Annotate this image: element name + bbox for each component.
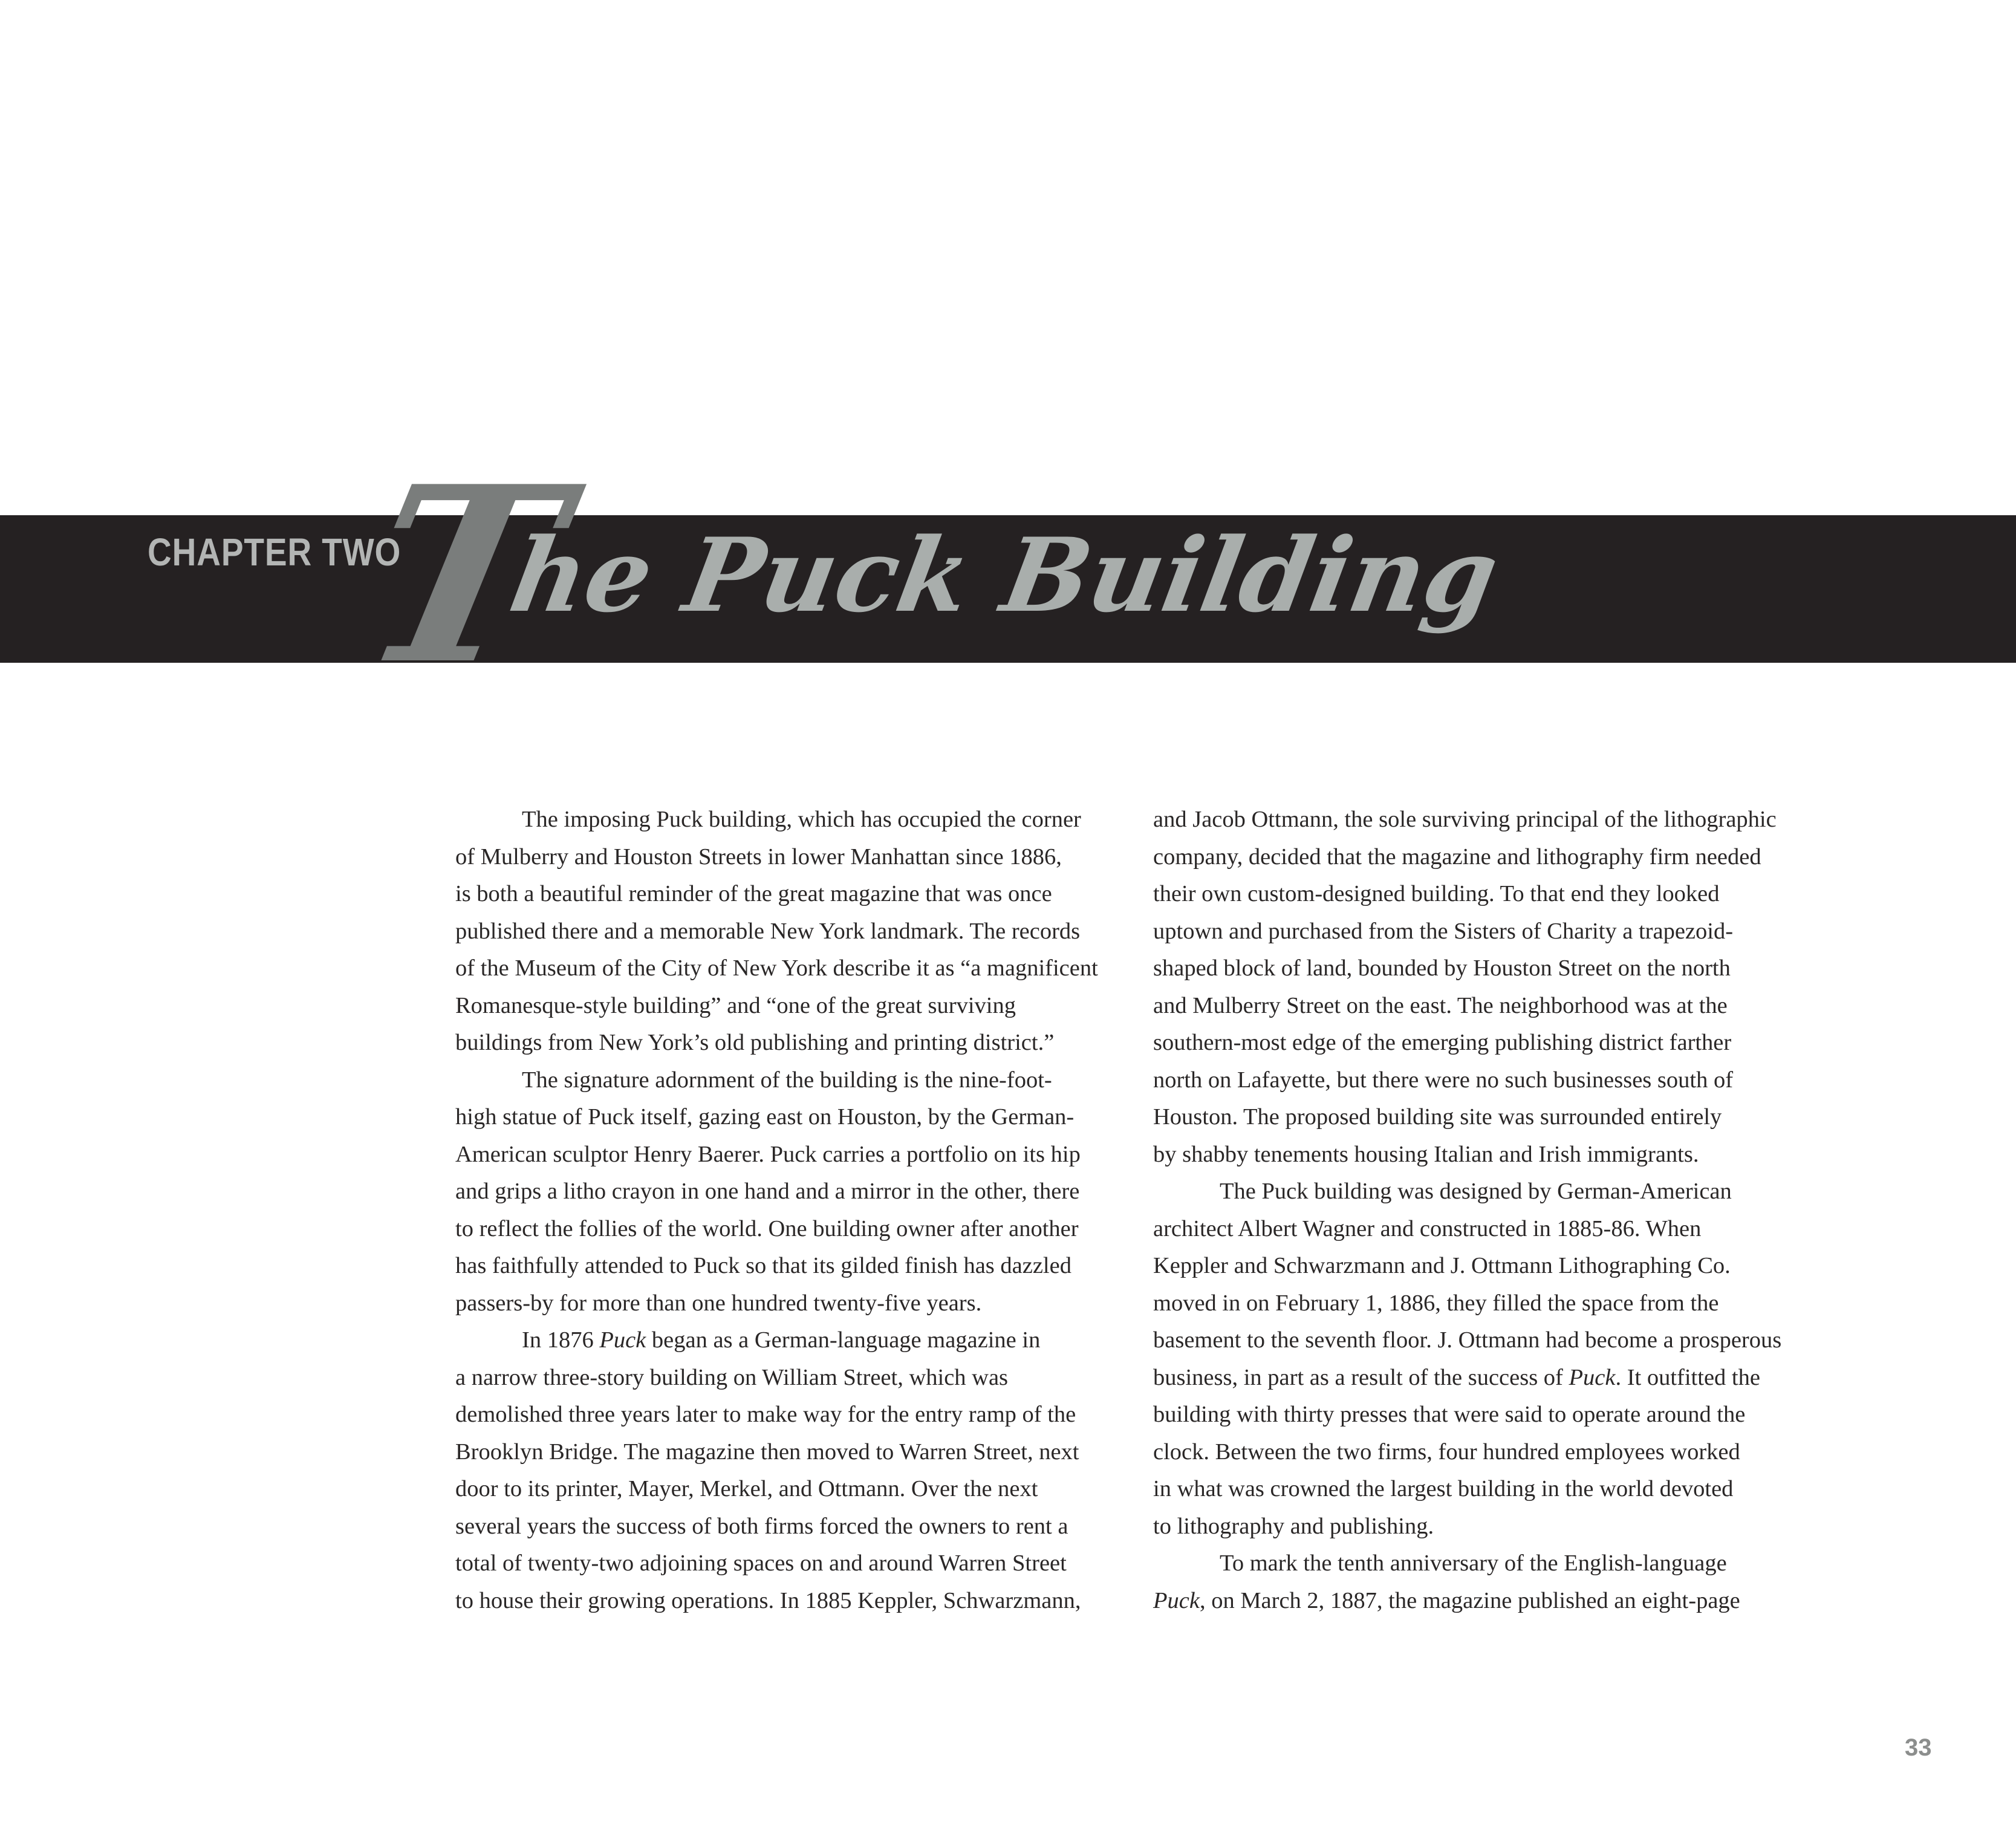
text-line: The Puck building was designed by German-American: [1220, 1179, 1732, 1204]
text-line: Romanesque-style building” and “one of the great surviving: [455, 992, 1016, 1018]
text-line: to reflect the follies of the world. One building owner after another: [455, 1215, 1079, 1241]
body-column-left: [455, 801, 1120, 1619]
text-line: to house their growing operations. In 1885 Keppler, Schwarzmann,: [455, 1587, 1081, 1613]
text-line: and Jacob Ottmann, the sole surviving principal of the lithographic: [1153, 807, 1777, 832]
text-line: shaped block of land, bounded by Houston Street on the north: [1153, 955, 1731, 981]
italic-title: Puck: [1569, 1364, 1616, 1390]
text-line: company, decided that the magazine and lithography firm needed: [1153, 844, 1761, 870]
chapter-title: [342, 434, 1521, 718]
text-run: began as a German-language magazine in: [651, 1327, 1041, 1353]
text-line: door to its printer, Mayer, Merkel, and Ottmann. Over the next: [455, 1476, 1038, 1502]
text-line: architect Albert Wagner and constructed in 1885-86. When: [1153, 1215, 1702, 1241]
text-line: high statue of Puck itself, gazing east on Houston, by the German-: [455, 1104, 1075, 1130]
text-line: north on Lafayette, but there were no such businesses south of: [1153, 1067, 1734, 1093]
text-line: of the Museum of the City of New York describe it as “a magnificent: [455, 955, 1098, 981]
text-line: their own custom-designed building. To that end they looked: [1153, 881, 1720, 906]
text-line: American sculptor Henry Baerer. Puck carries a portfolio on its hip: [455, 1141, 1081, 1167]
page-number: 33: [1905, 1734, 1932, 1761]
text-line: several years the success of both firms forced the owners to rent a: [455, 1513, 1068, 1539]
body-column-right: [1153, 801, 1818, 1619]
text-line: a narrow three-story building on William Street, which was: [455, 1364, 1009, 1390]
text-run: . It outfitted the: [1615, 1364, 1760, 1390]
text-line: of Mulberry and Houston Streets in lower Manhattan since 1886,: [455, 844, 1062, 870]
chapter-title-text: he Puck Building: [502, 515, 1507, 635]
text-line: Brooklyn Bridge. The magazine then moved to Warren Street, next: [455, 1439, 1079, 1465]
text-line: is both a beautiful reminder of the great magazine that was once: [455, 881, 1052, 906]
text-line: The signature adornment of the building is the nine-foot-: [522, 1067, 1052, 1093]
chapter-label: CHAPTER TWO: [148, 530, 402, 574]
text-line: Keppler and Schwarzmann and J. Ottmann Lithographing Co.: [1153, 1253, 1731, 1278]
text-line: passers-by for more than one hundred twenty-five years.: [455, 1290, 982, 1316]
text-line: has faithfully attended to Puck so that its gilded finish has dazzled: [455, 1253, 1071, 1278]
text-line: published there and a memorable New York landmark. The records: [455, 918, 1081, 944]
text-line: The imposing Puck building, which has occupied the corner: [522, 807, 1081, 832]
text-line: basement to the seventh floor. J. Ottmann had become a prosperous: [1153, 1327, 1782, 1353]
text-line: uptown and purchased from the Sisters of Charity a trapezoid-: [1153, 918, 1734, 944]
italic-title: Puck: [599, 1327, 646, 1353]
text-line: clock. Between the two firms, four hundred employees worked: [1153, 1439, 1740, 1465]
text-run: business, in part as a result of the success of: [1153, 1364, 1569, 1390]
text-line: [1153, 1583, 1818, 1620]
text-line: [1153, 1359, 1818, 1397]
text-line: demolished three years later to make way for the entry ramp of the: [455, 1402, 1076, 1427]
text-line: To mark the tenth anniversary of the English-language: [1220, 1550, 1727, 1576]
text-line: total of twenty-two adjoining spaces on and around Warren Street: [455, 1550, 1067, 1576]
text-run: , on March 2, 1887, the magazine published an eight-page: [1199, 1587, 1740, 1613]
text-run: In 1876: [522, 1327, 600, 1353]
text-line: by shabby tenements housing Italian and Irish immigrants.: [1153, 1141, 1699, 1167]
text-line: moved in on February 1, 1886, they filled the space from the: [1153, 1290, 1719, 1316]
text-line: in what was crowned the largest building in the world devoted: [1153, 1476, 1734, 1502]
text-line: and grips a litho crayon in one hand and a mirror in the other, there: [455, 1179, 1080, 1204]
text-line: southern-most edge of the emerging publishing district farther: [1153, 1030, 1732, 1055]
italic-title: Puck: [1153, 1587, 1200, 1613]
text-line: [455, 1322, 1120, 1359]
text-line: buildings from New York’s old publishing and printing district.”: [455, 1030, 1055, 1055]
text-line: and Mulberry Street on the east. The neighborhood was at the: [1153, 992, 1728, 1018]
chapter-title-initial: T: [342, 434, 583, 718]
text-line: building with thirty presses that were said to operate around the: [1153, 1402, 1746, 1427]
text-line: Houston. The proposed building site was surrounded entirely: [1153, 1104, 1722, 1130]
text-line: to lithography and publishing.: [1153, 1513, 1434, 1539]
